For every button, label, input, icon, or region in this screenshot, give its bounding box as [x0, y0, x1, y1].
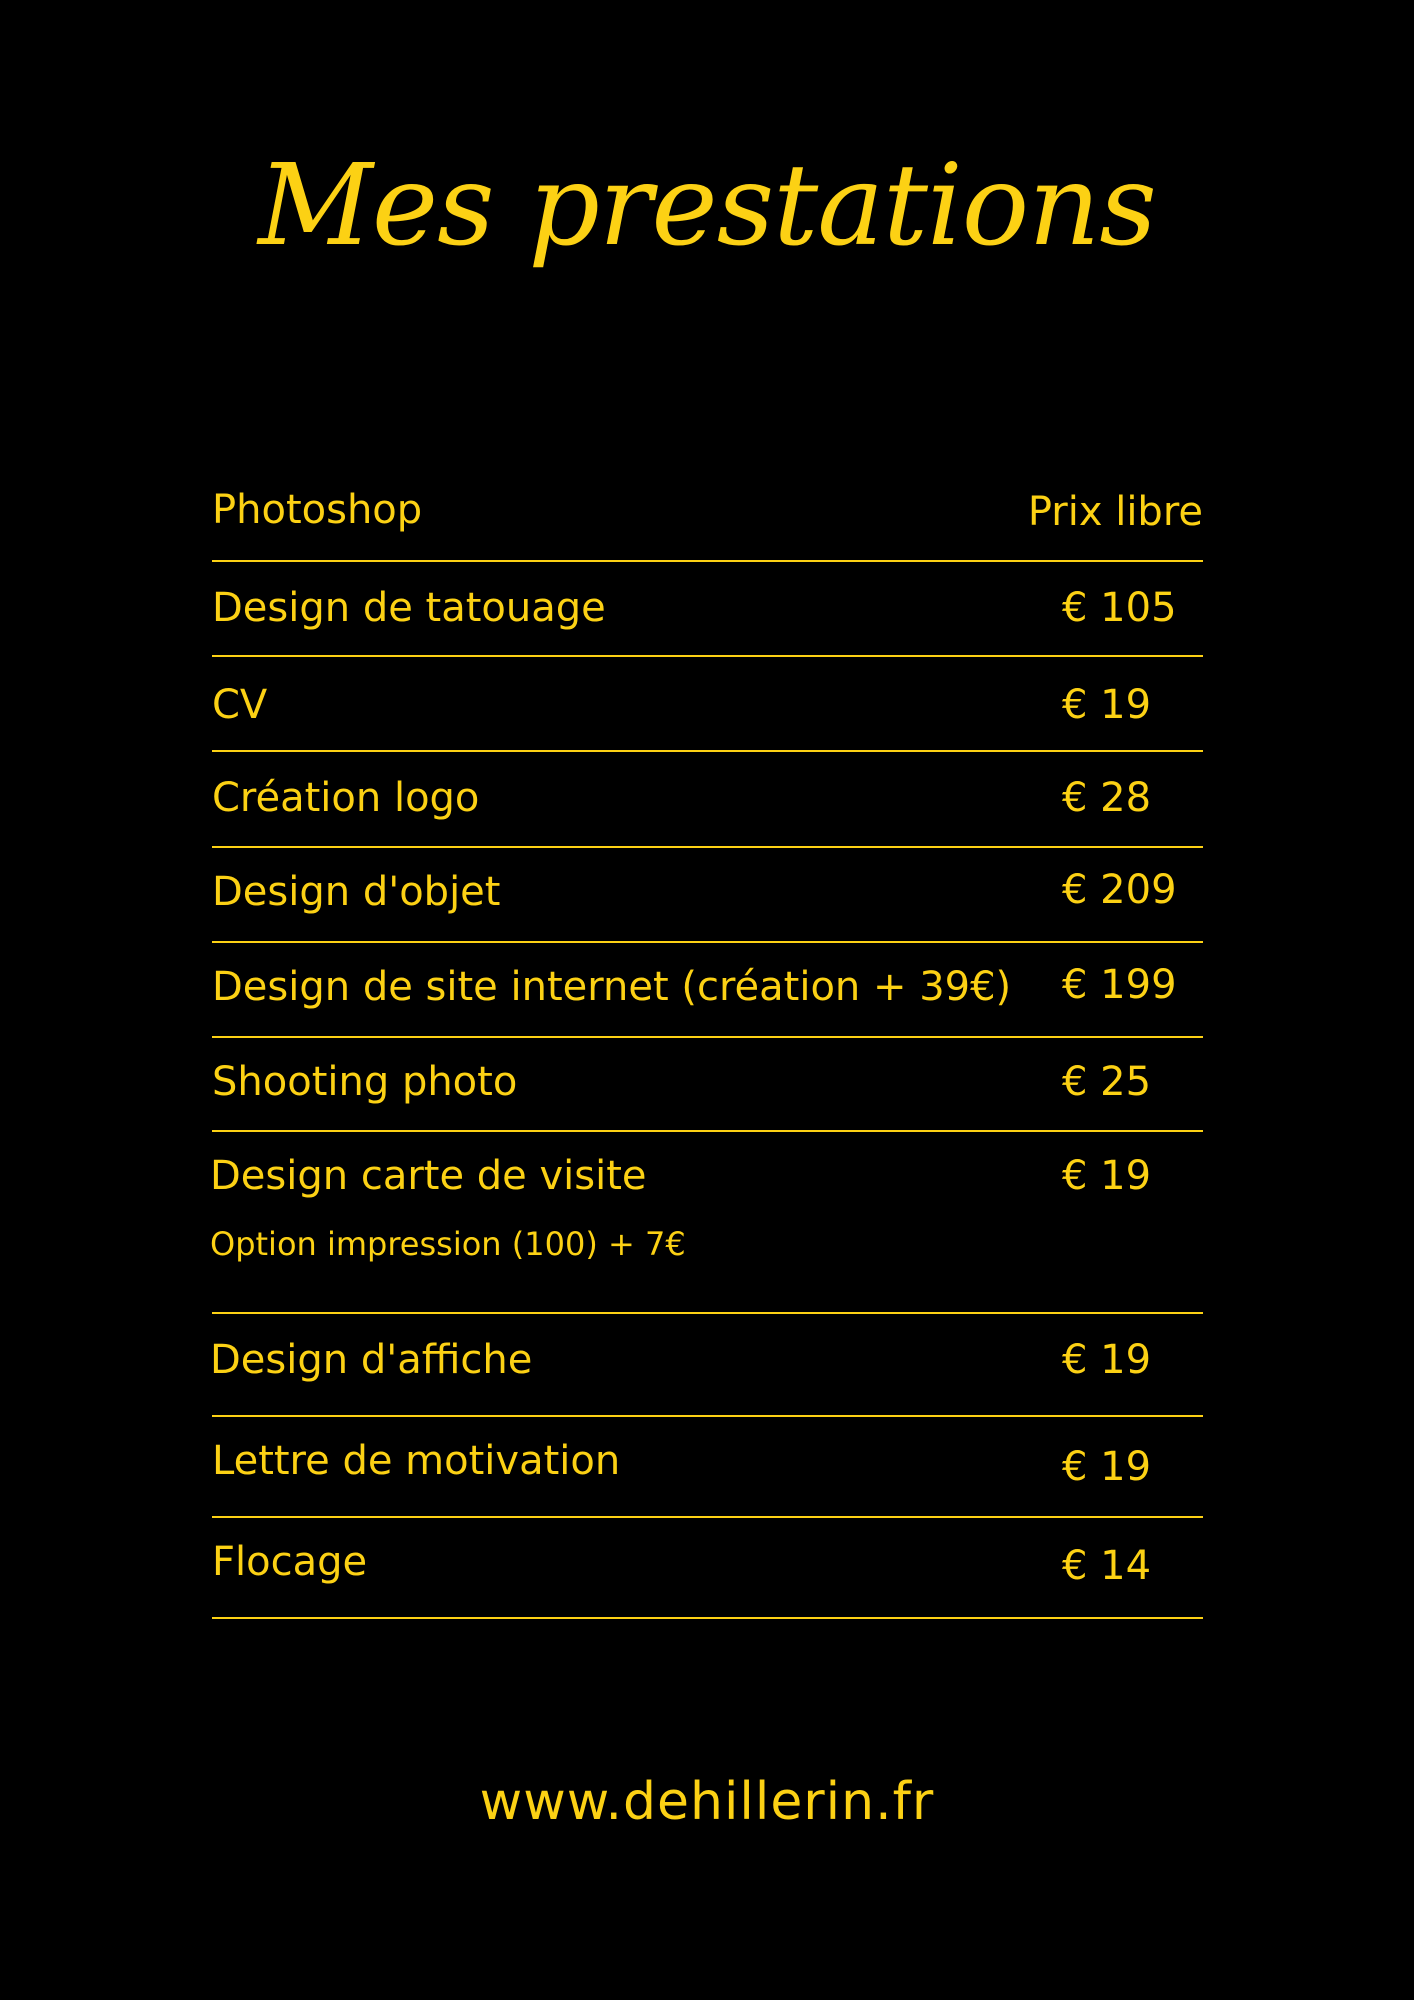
price-row-flocking — [212, 1518, 1203, 1619]
service-label: Shooting photo — [212, 1059, 518, 1105]
page-title: Mes prestations — [258, 141, 1156, 271]
service-price: € 199 — [1062, 962, 1177, 1008]
service-label: Design carte de visite — [210, 1153, 647, 1199]
header-label: Photoshop — [212, 487, 423, 533]
service-price: € 19 — [1062, 682, 1152, 728]
price-row-website — [212, 943, 1203, 1038]
service-label: Design d'affiche — [210, 1337, 533, 1383]
service-price: € 19 — [1062, 1444, 1152, 1490]
service-label: Design de site internet (création + 39€) — [212, 964, 1012, 1010]
service-label: Design de tatouage — [212, 585, 606, 631]
service-label: Lettre de motivation — [212, 1438, 621, 1484]
price-row-cv — [212, 657, 1203, 752]
service-label: Flocage — [212, 1539, 368, 1585]
header-price: Prix libre — [1027, 489, 1203, 535]
price-row-object — [212, 848, 1203, 943]
service-label: Création logo — [212, 775, 480, 821]
service-price: € 19 — [1062, 1337, 1152, 1383]
service-option-note: Option impression (100) + 7€ — [210, 1225, 686, 1263]
price-list-header-row — [212, 480, 1203, 562]
service-price: € 209 — [1062, 867, 1177, 913]
service-label: Design d'objet — [212, 869, 501, 915]
price-row-logo — [212, 752, 1203, 848]
service-price: € 28 — [1062, 775, 1152, 821]
service-label: CV — [212, 682, 268, 728]
price-row-business-card — [212, 1132, 1203, 1314]
service-price: € 105 — [1062, 585, 1177, 631]
price-row-cover-letter — [212, 1417, 1203, 1518]
price-row-poster — [212, 1314, 1203, 1417]
service-price: € 25 — [1062, 1059, 1152, 1105]
website-url: www.dehillerin.fr — [479, 1772, 935, 1832]
price-list — [212, 480, 1203, 1619]
price-row-tattoo — [212, 562, 1203, 657]
service-price: € 14 — [1062, 1543, 1152, 1589]
price-row-photo-shoot — [212, 1038, 1203, 1132]
service-price: € 19 — [1062, 1153, 1152, 1199]
